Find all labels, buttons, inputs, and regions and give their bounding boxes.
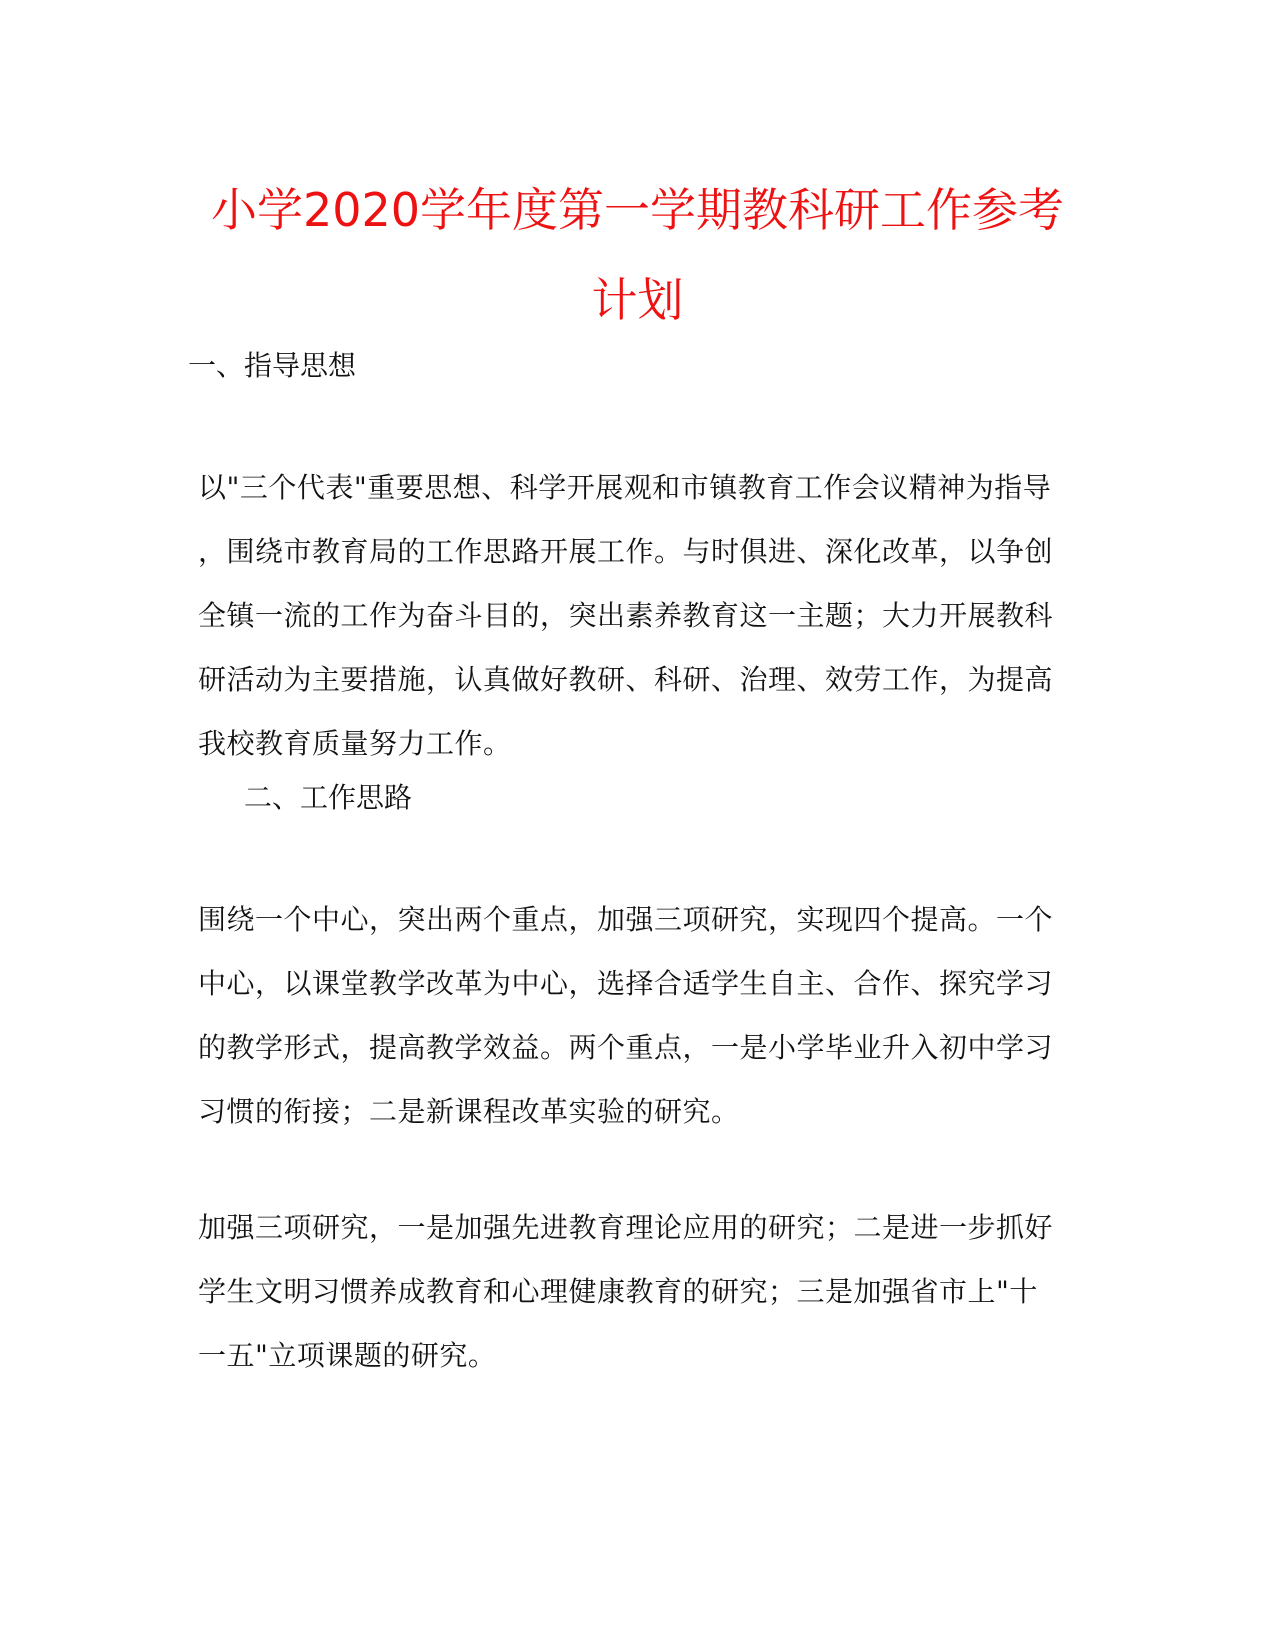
section-2-paragraph-1: [198, 888, 1078, 1144]
section-2-heading: 二、工作思路: [244, 781, 413, 814]
paragraph-line: 中心，以课堂教学改革为中心，选择合适学生自主、合作、探究学习: [198, 967, 1054, 1000]
paragraph-line: 习惯的衔接；二是新课程改革实验的研究。: [198, 1095, 740, 1128]
paragraph-line: 围绕一个中心，突出两个重点，加强三项研究，实现四个提高。一个: [198, 903, 1054, 936]
paragraph-line: 我校教育质量努力工作。: [198, 727, 512, 760]
paragraph-line: 的教学形式，提高教学效益。两个重点，一是小学毕业升入初中学习: [198, 1031, 1054, 1064]
paragraph-line: 一五"立项课题的研究。: [198, 1339, 497, 1372]
section-2-paragraph-2: [198, 1196, 1078, 1388]
section-1-heading: 一、指导思想: [188, 349, 357, 382]
paragraph-line: 研活动为主要措施，认真做好教研、科研、治理、效劳工作，为提高: [198, 663, 1054, 696]
document-title-line-1: 小学2020学年度第一学期教科研工作参考: [210, 183, 1065, 237]
section-1-paragraph: [198, 456, 1078, 776]
paragraph-line: 加强三项研究，一是加强先进教育理论应用的研究；二是进一步抓好: [198, 1211, 1054, 1244]
paragraph-line: 全镇一流的工作为奋斗目的，突出素养教育这一主题；大力开展教科: [198, 599, 1054, 632]
paragraph-line: 以"三个代表"重要思想、科学开展观和市镇教育工作会议精神为指导: [198, 471, 1052, 504]
paragraph-line: ，围绕市教育局的工作思路开展工作。与时俱进、深化改革，以争创: [198, 535, 1054, 568]
document-title-line-2: 计划: [591, 273, 684, 327]
paragraph-line: 学生文明习惯养成教育和心理健康教育的研究；三是加强省市上"十: [198, 1275, 1038, 1308]
